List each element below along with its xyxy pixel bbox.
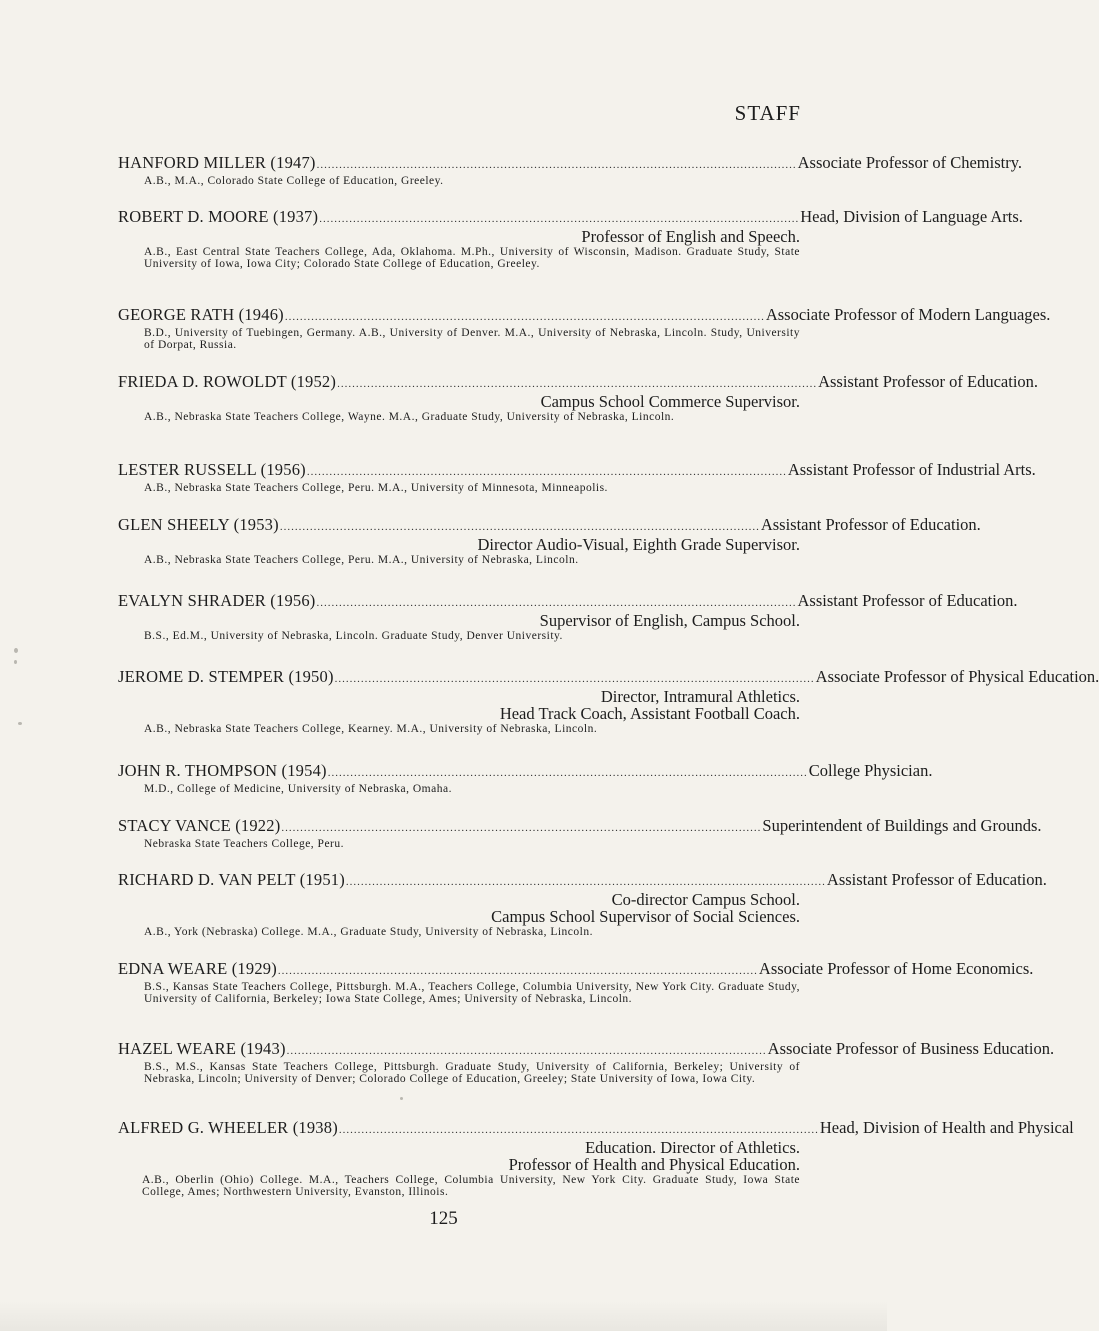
leader-dots: ................................................................................................................................ bbox=[345, 876, 826, 888]
leader-dots: ................................................................................................................................ bbox=[281, 822, 762, 834]
staff-title: Associate Professor of Physical Education. bbox=[815, 667, 1099, 686]
leader-dots: ................................................................................................................................ bbox=[316, 159, 797, 171]
staff-title: Assistant Professor of Education. bbox=[818, 372, 1039, 391]
staff-entry bbox=[118, 305, 1051, 351]
staff-title: Assistant Professor of Industrial Arts. bbox=[787, 460, 1036, 479]
staff-title: Associate Professor of Modern Languages. bbox=[765, 305, 1051, 324]
staff-entry bbox=[118, 1118, 1074, 1198]
staff-credentials: A.B., Oberlin (Ohio) College. M.A., Teachers College, Columbia University, New York City. Graduate Study, Iowa State College, Ames; Northwestern University, Evanston, Illinois. bbox=[142, 1174, 800, 1198]
staff-title-continued: Co-director Campus School. bbox=[611, 890, 800, 909]
leader-dots: ................................................................................................................................ bbox=[327, 767, 808, 779]
staff-title: Head, Division of Language Arts. bbox=[800, 207, 1023, 226]
staff-name: STACY VANCE (1922) bbox=[118, 816, 281, 835]
leader-dots: ................................................................................................................................ bbox=[279, 521, 760, 533]
staff-name: GLEN SHEELY (1953) bbox=[118, 515, 279, 534]
staff-entry bbox=[118, 870, 1047, 938]
leader-dots: ................................................................................................................................ bbox=[284, 311, 765, 323]
leader-dots: ................................................................................................................................ bbox=[337, 378, 818, 390]
staff-name: HAZEL WEARE (1943) bbox=[118, 1039, 286, 1058]
staff-credentials: A.B., Nebraska State Teachers College, Peru. M.A., University of Nebraska, Lincoln. bbox=[144, 554, 579, 566]
staff-credentials: A.B., East Central State Teachers College, Ada, Oklahoma. M.Ph., University of Wisconsin, Madison. Graduate Study, State University of Iowa, Iowa City; Colorado State College of Education, Greeley. bbox=[144, 246, 800, 270]
staff-entry bbox=[118, 460, 1036, 494]
staff-entry bbox=[118, 591, 1018, 642]
staff-title-continued: Campus School Commerce Supervisor. bbox=[540, 392, 800, 411]
staff-title: Associate Professor of Chemistry. bbox=[797, 153, 1023, 172]
staff-name: ROBERT D. MOORE (1937) bbox=[118, 207, 319, 226]
staff-title-continued: Education. Director of Athletics. bbox=[585, 1138, 800, 1157]
staff-name: GEORGE RATH (1946) bbox=[118, 305, 284, 324]
staff-entry bbox=[118, 816, 1042, 850]
staff-credentials: A.B., Nebraska State Teachers College, Wayne. M.A., Graduate Study, University of Nebraska, Lincoln. bbox=[144, 411, 675, 423]
page-bottom-shadow bbox=[0, 1301, 887, 1331]
staff-name: EVALYN SHRADER (1956) bbox=[118, 591, 316, 610]
scan-speck bbox=[400, 1097, 403, 1100]
staff-title-continued: Director Audio-Visual, Eighth Grade Supervisor. bbox=[477, 535, 800, 554]
staff-name: RICHARD D. VAN PELT (1951) bbox=[118, 870, 345, 889]
staff-credentials: A.B., Nebraska State Teachers College, Peru. M.A., University of Minnesota, Minneapolis. bbox=[144, 482, 608, 494]
staff-title: Assistant Professor of Education. bbox=[826, 870, 1047, 889]
staff-title-continued: Supervisor of English, Campus School. bbox=[539, 611, 800, 630]
staff-entry bbox=[118, 667, 1099, 735]
leader-dots: ................................................................................................................................ bbox=[277, 965, 758, 977]
staff-credentials: A.B., Nebraska State Teachers College, Kearney. M.A., University of Nebraska, Lincoln. bbox=[144, 723, 598, 735]
scan-speck bbox=[14, 660, 17, 664]
leader-dots: ................................................................................................................................ bbox=[338, 1124, 819, 1136]
leader-dots: ................................................................................................................................ bbox=[316, 597, 797, 609]
leader-dots: ................................................................................................................................ bbox=[319, 213, 800, 225]
staff-name: FRIEDA D. ROWOLDT (1952) bbox=[118, 372, 337, 391]
staff-name: LESTER RUSSELL (1956) bbox=[118, 460, 306, 479]
leader-dots: ................................................................................................................................ bbox=[306, 466, 787, 478]
staff-title: Superintendent of Buildings and Grounds. bbox=[762, 816, 1042, 835]
staff-title: College Physician. bbox=[808, 761, 933, 780]
staff-title-continued: Head Track Coach, Assistant Football Coach. bbox=[499, 704, 800, 723]
staff-entry bbox=[118, 1039, 1055, 1085]
scan-speck bbox=[14, 648, 18, 653]
staff-title-continued: Professor of Health and Physical Education. bbox=[508, 1155, 800, 1174]
page-number: 125 bbox=[429, 1208, 458, 1229]
staff-name: JOHN R. THOMPSON (1954) bbox=[118, 761, 327, 780]
staff-title-continued: Director, Intramural Athletics. bbox=[600, 687, 800, 706]
staff-entry bbox=[118, 153, 1023, 187]
staff-title: Assistant Professor of Education. bbox=[760, 515, 981, 534]
staff-credentials: B.D., University of Tuebingen, Germany. A.B., University of Denver. M.A., University of Nebraska, Lincoln. Study, University of Dorpat, Russia. bbox=[144, 327, 800, 351]
staff-entry bbox=[118, 207, 1023, 270]
staff-title-continued: Campus School Supervisor of Social Sciences. bbox=[491, 907, 800, 926]
staff-entry bbox=[118, 959, 1034, 1005]
staff-credentials: A.B., M.A., Colorado State College of Education, Greeley. bbox=[144, 175, 444, 187]
leader-dots: ................................................................................................................................ bbox=[334, 673, 815, 685]
staff-name: ALFRED G. WHEELER (1938) bbox=[118, 1118, 338, 1137]
staff-entry bbox=[118, 372, 1039, 423]
staff-credentials: A.B., York (Nebraska) College. M.A., Graduate Study, University of Nebraska, Lincoln. bbox=[144, 926, 593, 938]
staff-title: Head, Division of Health and Physical bbox=[819, 1118, 1074, 1137]
staff-title-continued: Professor of English and Speech. bbox=[581, 227, 800, 246]
staff-credentials: B.S., Kansas State Teachers College, Pittsburgh. M.A., Teachers College, Columbia University, New York City. Graduate Study, University of California, Berkeley; Iowa State College, Ames; University of Nebraska, Lincoln. bbox=[144, 981, 800, 1005]
staff-name: EDNA WEARE (1929) bbox=[118, 959, 277, 978]
staff-name: HANFORD MILLER (1947) bbox=[118, 153, 316, 172]
staff-title: Associate Professor of Home Economics. bbox=[758, 959, 1034, 978]
staff-entry bbox=[118, 515, 981, 566]
leader-dots: ................................................................................................................................ bbox=[286, 1045, 767, 1057]
staff-title: Assistant Professor of Education. bbox=[797, 591, 1018, 610]
staff-entry bbox=[118, 761, 933, 795]
staff-title: Associate Professor of Business Education. bbox=[767, 1039, 1055, 1058]
staff-credentials: M.D., College of Medicine, University of Nebraska, Omaha. bbox=[144, 783, 452, 795]
staff-credentials: B.S., M.S., Kansas State Teachers College, Pittsburgh. Graduate Study, University of California, Berkeley; University of Nebraska, Lincoln; University of Denver; Colorado College of Education, Greeley; State University of Iowa, Iowa City. bbox=[144, 1061, 800, 1085]
staff-credentials: B.S., Ed.M., University of Nebraska, Lincoln. Graduate Study, Denver University. bbox=[144, 630, 563, 642]
staff-credentials: Nebraska State Teachers College, Peru. bbox=[144, 838, 345, 850]
staff-name: JEROME D. STEMPER (1950) bbox=[118, 667, 334, 686]
page-header: STAFF bbox=[734, 101, 801, 125]
scan-speck bbox=[18, 722, 22, 725]
